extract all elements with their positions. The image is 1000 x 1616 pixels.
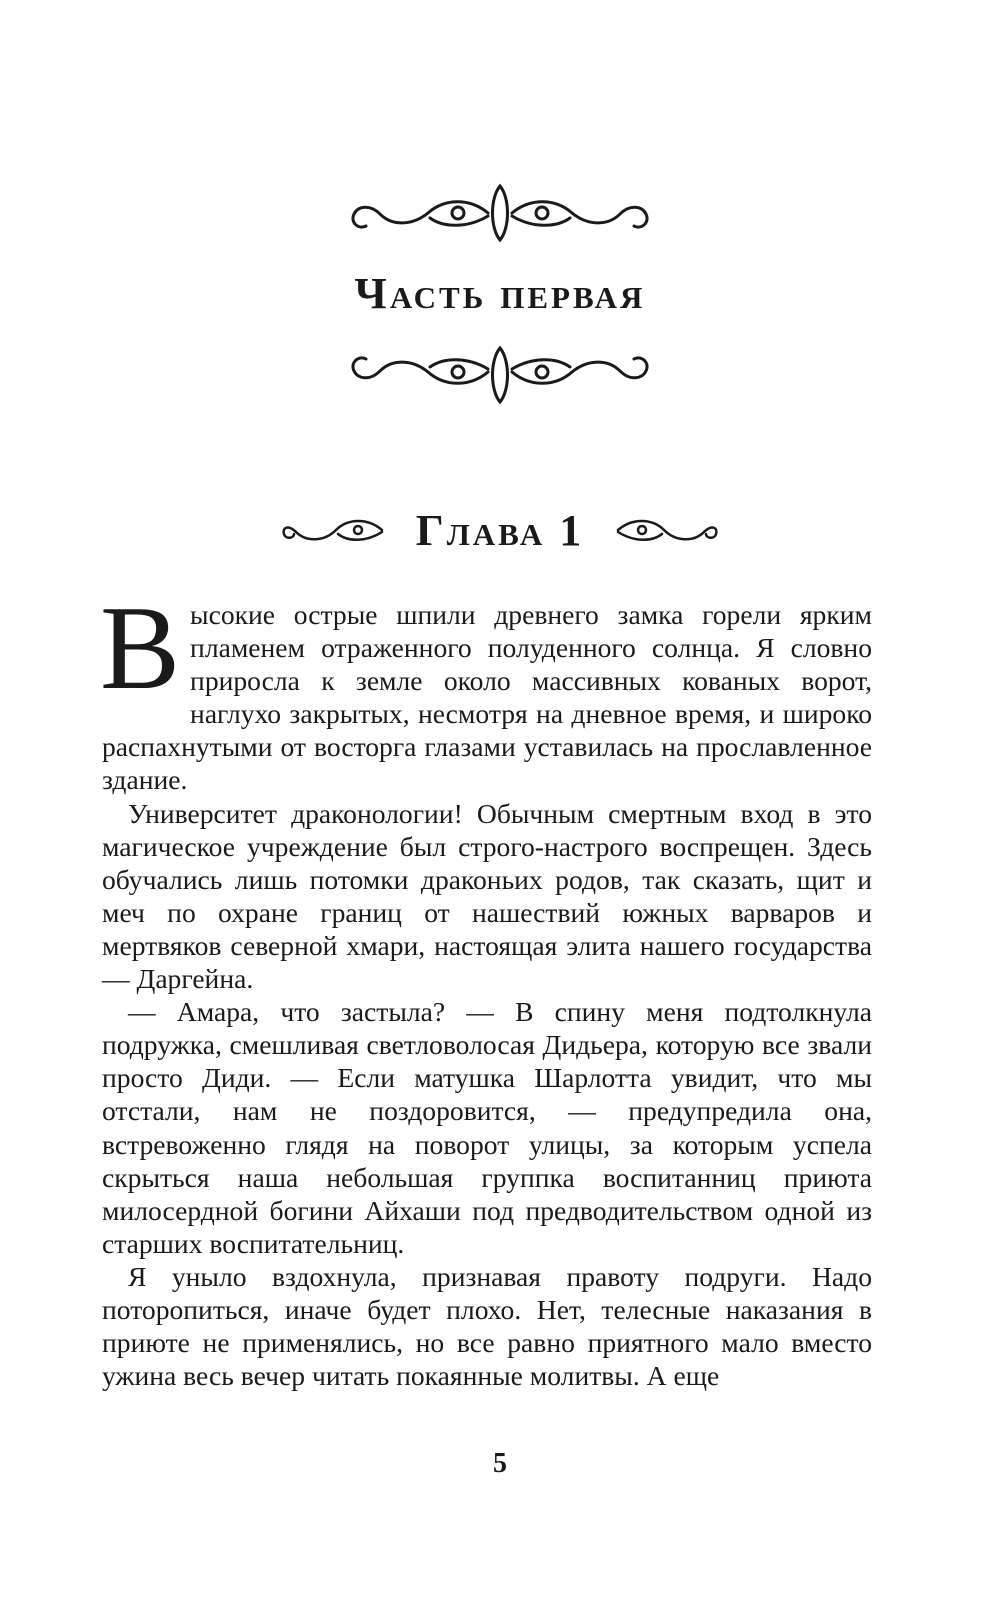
paragraph bbox=[100, 581, 872, 797]
drop-cap: В bbox=[100, 581, 181, 714]
chapter-title: Глава 1 bbox=[415, 505, 585, 555]
paragraph: Я уныло вздохнула, признавая правоту подруги. Надо поторопиться, иначе будет плохо. Нет, телесные наказания в приюте не применялись, но все равно приятного мало вместо ужина весь вечер читать покаянные молитвы. А еще bbox=[102, 1260, 872, 1392]
body-text bbox=[100, 581, 872, 1392]
top-ornament bbox=[0, 178, 1000, 248]
paragraph: Университет драконологии! Обычным смертным вход в это магическое учреждение был строго-настрого воспрещен. Здесь обучались лишь потомки драконьих родов, так сказать, щит и меч по охране границ от нашествий южных варваров и мертвяков северной хмари, настоящая элита нашего государства — Даргейна. bbox=[102, 797, 872, 995]
bottom-ornament bbox=[0, 340, 1000, 410]
paragraph-text: ысокие острые шпили древнего замка горели ярким пламенем отраженного полуденного солнца. Я словно приросла к земле около массивных кованых ворот, наглухо закрытых, несмотря на дневное время, и широко распахнутыми от восторга глазами уставилась на прославленное здание. bbox=[102, 599, 872, 796]
flourish-ornament-icon bbox=[340, 178, 660, 248]
page-number: 5 bbox=[493, 1448, 507, 1479]
part-title: Часть первая bbox=[354, 269, 646, 318]
left-flourish-icon bbox=[278, 510, 388, 550]
flourish-ornament-icon bbox=[340, 340, 660, 410]
chapter-heading bbox=[0, 500, 1000, 560]
paragraph: — Амара, что застыла? — В спину меня подтолкнула подружка, смешливая светловолосая Дидьера, которую все звали просто Диди. — Если матушка Шарлотта увидит, что мы отстали, нам не поздоровится, — предупредила она, встревоженно глядя на поворот улицы, за которым успела скрыться наша небольшая группка воспитанниц приюта милосердной богини Айхаши под предводительством одной из старших воспитательниц. bbox=[102, 996, 872, 1259]
right-flourish-icon bbox=[612, 510, 722, 550]
